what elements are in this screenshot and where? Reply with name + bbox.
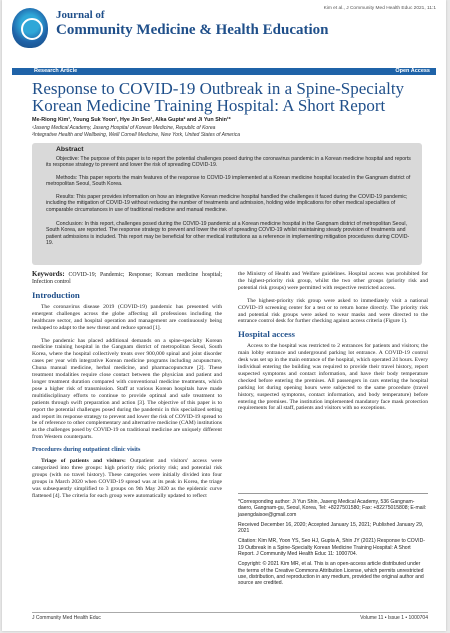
- article-title: Response to COVID-19 Outbreak in a Spine-Specialty Korean Medicine Training Hospital: A Short Report: [32, 79, 405, 115]
- footer-journal: J Community Med Health Educ: [32, 615, 101, 621]
- correspondence: *Corresponding author: Ji Yun Shin, Jaseng Medical Academy, 536 Gangnam-daero, Gangnam-gu, Seoul, Korea, Tel: +8227501580; Fax: +82275015808; E-mail: jasengdaisoe@gmail.com: [238, 499, 427, 518]
- triage-lead: Triage of patients and visitors:: [41, 458, 126, 465]
- abstract-results: Results: This paper provides information on how an integrative Korean medicine hospital handled the challenges it faced during the COVID-19 pandemic; including the mitigation of COVID-19 without reducing the number of treatments and admission, holding wide implications for other medical specialties of comparable circumstances in use of traditional medicine and manual medicine.: [46, 194, 408, 213]
- journal-logo-icon: [12, 8, 48, 48]
- abstract-box: [32, 143, 422, 265]
- journal-title-line2: Community Medicine & Health Education: [56, 22, 329, 38]
- right-paragraph-3: Access to the hospital was restricted to 2 entrances for patients and visitors; the main lobby entrance and underground parking lot entrance. A COVID-19 control desk was set up in the main entrance of the hospital, which operated 24 hours. Every individual entering the building was required to provide their travel history, report suspected symptoms and contact information, and have their body temperature checked before entering the premises. All passengers in cars entering the hospital parking lot during opening hours were subjected to the same procedure (travel history, suspected symptoms, contact information, and body temperature) before entering the premises. The institution implemented mandatory face mask protection requirements for all staff, patients and visitors with no exceptions.: [238, 343, 428, 412]
- right-paragraph-2: The highest-priority risk group were asked to immediately visit a national COVID-19 screening center for a test or to return home directly. The priority risk and potential risk groups were asked to wear masks and were directed to the entrance control desk for further checking against access criteria (Figure 1).: [238, 297, 428, 325]
- header-citation: Kim et al., J Community Med Health Educ 2021, 11:1: [323, 6, 436, 11]
- keywords-text: COVID-19; Pandemic; Response; Korean medicine hospital; Infection control: [32, 272, 222, 285]
- abstract-heading: Abstract: [56, 146, 84, 153]
- fine-print-divider: [238, 493, 428, 494]
- right-paragraph-1: the Ministry of Health and Welfare guidelines. Hospital access was prohibited for the highest-priority risk group, whilst the two other groups (priority risk and potential risk groups) were permitted with respective restricted access.: [238, 271, 428, 291]
- affiliation-2: ²Integrative Health and Wellbeing, Weill Cornell Medicine, New York, United States of America: [32, 132, 240, 138]
- footer-divider: [32, 612, 428, 613]
- intro-paragraph-2: The pandemic has placed additional demands on a spine-specialty Korean medicine training hospital in the Gangnam district of metropolitan Seoul, South Korea, where the hospital collectively treats over 900,000 spinal and joint disorder cases per year with integrative Korean medicine programs including acupuncture, Chuna manual medicine, herbal medicine, and pharmacopuncture [2]. These treatment modalities require close contact between the physician and patient and longer treatment duration compared with conventional medicine treatments, which pose a higher risk of transmission. Staff at various Korean hospitals have made multidisciplinary efforts to continue to provide optimal and safe treatment to patients through swift preparation and action [3]. The objective of this paper is to report the potential challenges posed during the pandemic in this specialized setting and report its response strategy to prevent and lower the risk of COVID-19 spread to be of reference to other complementary and alternative medicine (CAM) institutions as the challenges posed by COVID-19 on traditional medicine are uniquely different from Western counterparts.: [32, 337, 222, 441]
- open-access-label: Open Access: [395, 68, 430, 74]
- article-dates: Received December 16, 2020; Accepted January 15, 2021; Published January 29, 2021: [238, 521, 424, 535]
- triage-paragraph: [32, 458, 222, 499]
- affiliation-1: ¹Jaseng Medical Academy, Jaseng Hospital of Korean Medicine, Republic of Korea: [32, 125, 216, 131]
- article-type-label: Research Article: [34, 68, 78, 74]
- intro-paragraph-1: The coronavirus disease 2019 (COVID-19) pandemic has presented with emergent challenges across the globe affecting all professions including the healthcare sector, and hospital operation and management are continuously being reshaped to adapt to the new threat and reduce spread [1].: [32, 303, 222, 331]
- hospital-access-heading: Hospital access: [238, 329, 295, 340]
- article-citation: Citation: Kim MR, Yoon YS, Seo HJ, Gupta A, Shin JY (2021) Response to COVID-19 Outbreak in a Spine-Specialty Korean Medicine Training Hospital: A Short Report. J Community Med Health Educ 11: 1000704.: [238, 538, 425, 558]
- abstract-objective: Objective: The purpose of this paper is to report the potential challenges posed during the coronavirus pandemic in a Korean medicine hospital and reports its response strategy to prevent and lower the risk of spreading COVID-19.: [46, 156, 411, 169]
- procedures-heading: Procedures during outpatient clinic visits: [32, 446, 141, 454]
- fine-print: [238, 488, 428, 591]
- introduction-heading: Introduction: [32, 290, 80, 300]
- article-page: [2, 0, 446, 631]
- author-list: Me-Riong Kim¹, Young Suk Yoon¹, Hye Jin Seo¹, Alka Gupta² and Ji Yun Shin¹*: [32, 117, 231, 123]
- triage-text: Outpatient and visitors' access were categorized into three groups: high priority risk; priority risk; and potential risk groups (with no travel history). These categories were initially divided into four groups in March 2020 when COVID-19 spread was at its peak in Korea, the triage was subsequently simplified to 3 groups on 9th May 2020 as the epidemic curve flattened [4]. The criteria for each group were automatically updated to reflect: [32, 458, 222, 499]
- article-type-bar: [12, 68, 436, 75]
- abstract-methods: Methods: This paper reports the main features of the response to COVID-19 implemented at a Korean medicine hospital located in the Gangnam district of metropolitan Seoul, South Korea.: [46, 175, 411, 188]
- footer-volume: Volume 11 • Issue 1 • 1000704: [360, 615, 428, 621]
- left-column: [32, 271, 222, 505]
- abstract-conclusion: Conclusion: In this report, challenges posed during the COVID-19 pandemic at a Korean medicine hospital in the Gangnam district of metropolitan Seoul, South Korea, are reported. The response strategy to prevent and lower the risk of spreading COVID-19 whilst maintaining steady provision of treatments and patient admissions is included. This report may be beneficial for other medical institutions as a reference in implementing mitigation procedures during COVID-19.: [46, 221, 410, 246]
- keywords: [32, 271, 222, 286]
- copyright-notice: Copyright: © 2021 Kim MR, et al. This is an open-access article distributed under the terms of the Creative Commons Attribution License, which permits unrestricted use, distribution, and reproduction in any medium, provided the original author and source are credited.: [238, 561, 424, 587]
- right-column: [238, 271, 428, 418]
- keywords-label: Keywords:: [32, 270, 65, 278]
- journal-title-line1: Journal of: [56, 9, 105, 21]
- journal-header: [12, 6, 436, 68]
